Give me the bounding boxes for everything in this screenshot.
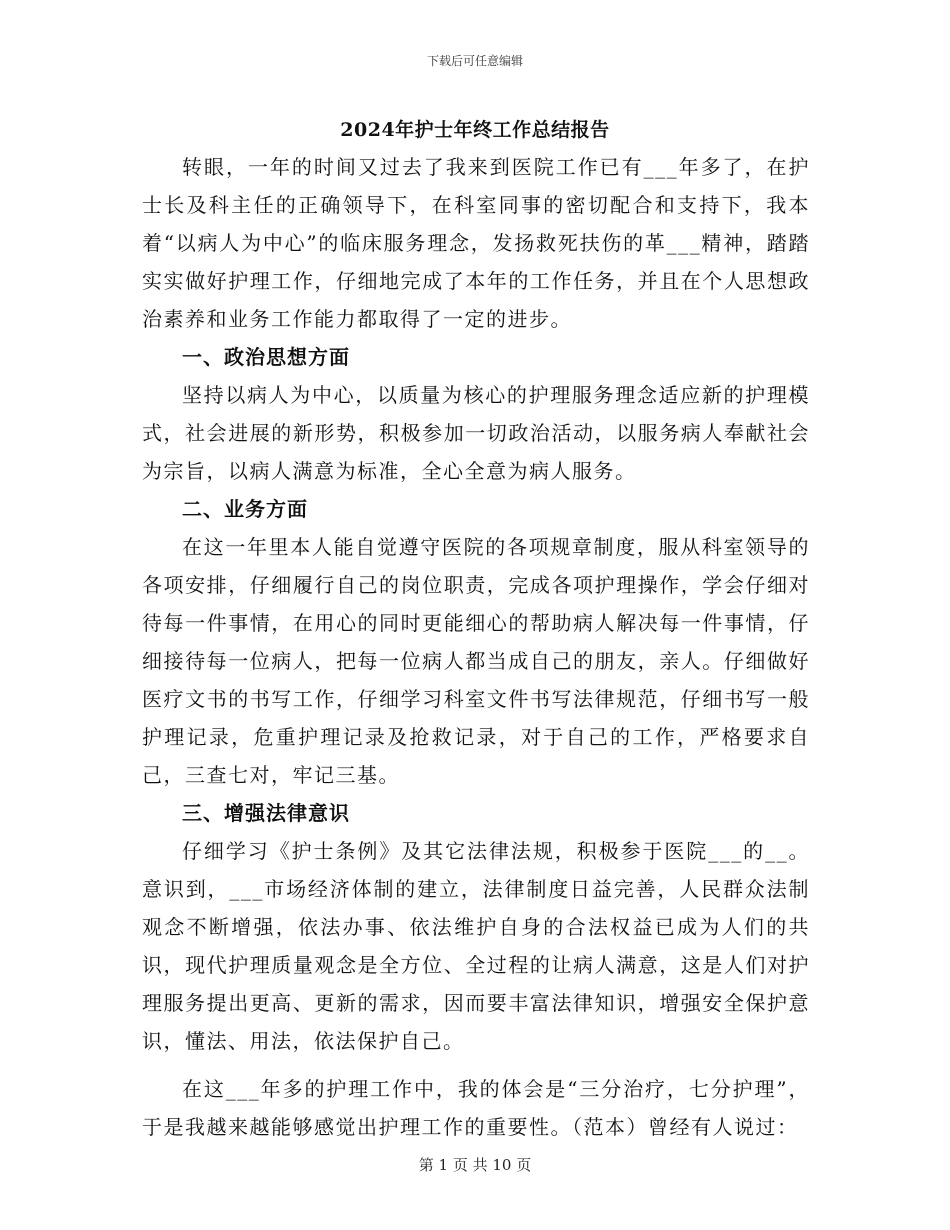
document-body: [142, 148, 810, 1146]
section-heading-business: 二、业务方面: [182, 497, 308, 521]
paragraph-experience: 在这___年多的护理工作中，我的体会是“三分治疗，七分护理”，于是我越来越能够感觉出护理工作的重要性。（范本）曾经有人说过：: [142, 1077, 810, 1139]
document-title: 2024年护士年终工作总结报告: [340, 119, 610, 141]
paragraph-politics: 坚持以病人为中心，以质量为核心的护理服务理念适应新的护理模式，社会进展的新形势，积极参加一切政治活动，以服务病人奉献社会为宗旨，以病人满意为标准，全心全意为病人服务。: [142, 383, 810, 483]
paragraph-business: 在这一年里本人能自觉遵守医院的各项规章制度，服从科室领导的各项安排，仔细履行自己的岗位职责，完成各项护理操作，学会仔细对待每一件事情，在用心的同时更能细心的帮助病人解决每一件事情，仔细接待每一位病人，把每一位病人都当成自己的朋友，亲人。仔细做好医疗文书的书写工作，仔细学习科室文件书写法律规范，仔细书写一般护理记录，危重护理记录及抢救记录，对于自己的工作，严格要求自己，三查七对，牢记三基。: [142, 535, 810, 787]
page-header-note: 下载后可任意编辑: [426, 54, 523, 68]
paragraph-law: 仔细学习《护士条例》及其它法律法规，积极参于医院___的__。意识到，___市场经济体制的建立，法律制度日益完善，人民群众法制观念不断增强，依法办事、依法维护自身的合法权益已成为人们的共识，现代护理质量观念是全方位、全过程的让病人满意，这是人们对护理服务提出更高、更新的需求，因而要丰富法律知识，增强安全保护意识，懂法、用法，依法保护自己。: [142, 839, 810, 1053]
section-heading-politics: 一、政治思想方面: [182, 345, 350, 369]
spacer: [142, 1060, 810, 1070]
paragraph-intro: 转眼，一年的时间又过去了我来到医院工作已有___年多了，在护士长及科主任的正确领导下，在科室同事的密切配合和支持下，我本着“以病人为中心”的临床服务理念，发扬救死扶伤的革___精神，踏踏实实做好护理工作，仔细地完成了本年的工作任务，并且在个人思想政治素养和业务工作能力都取得了一定的进步。: [142, 155, 810, 331]
page-number: 第 1 页 共 10 页: [418, 1156, 532, 1174]
section-heading-law: 三、增强法律意识: [182, 801, 350, 825]
